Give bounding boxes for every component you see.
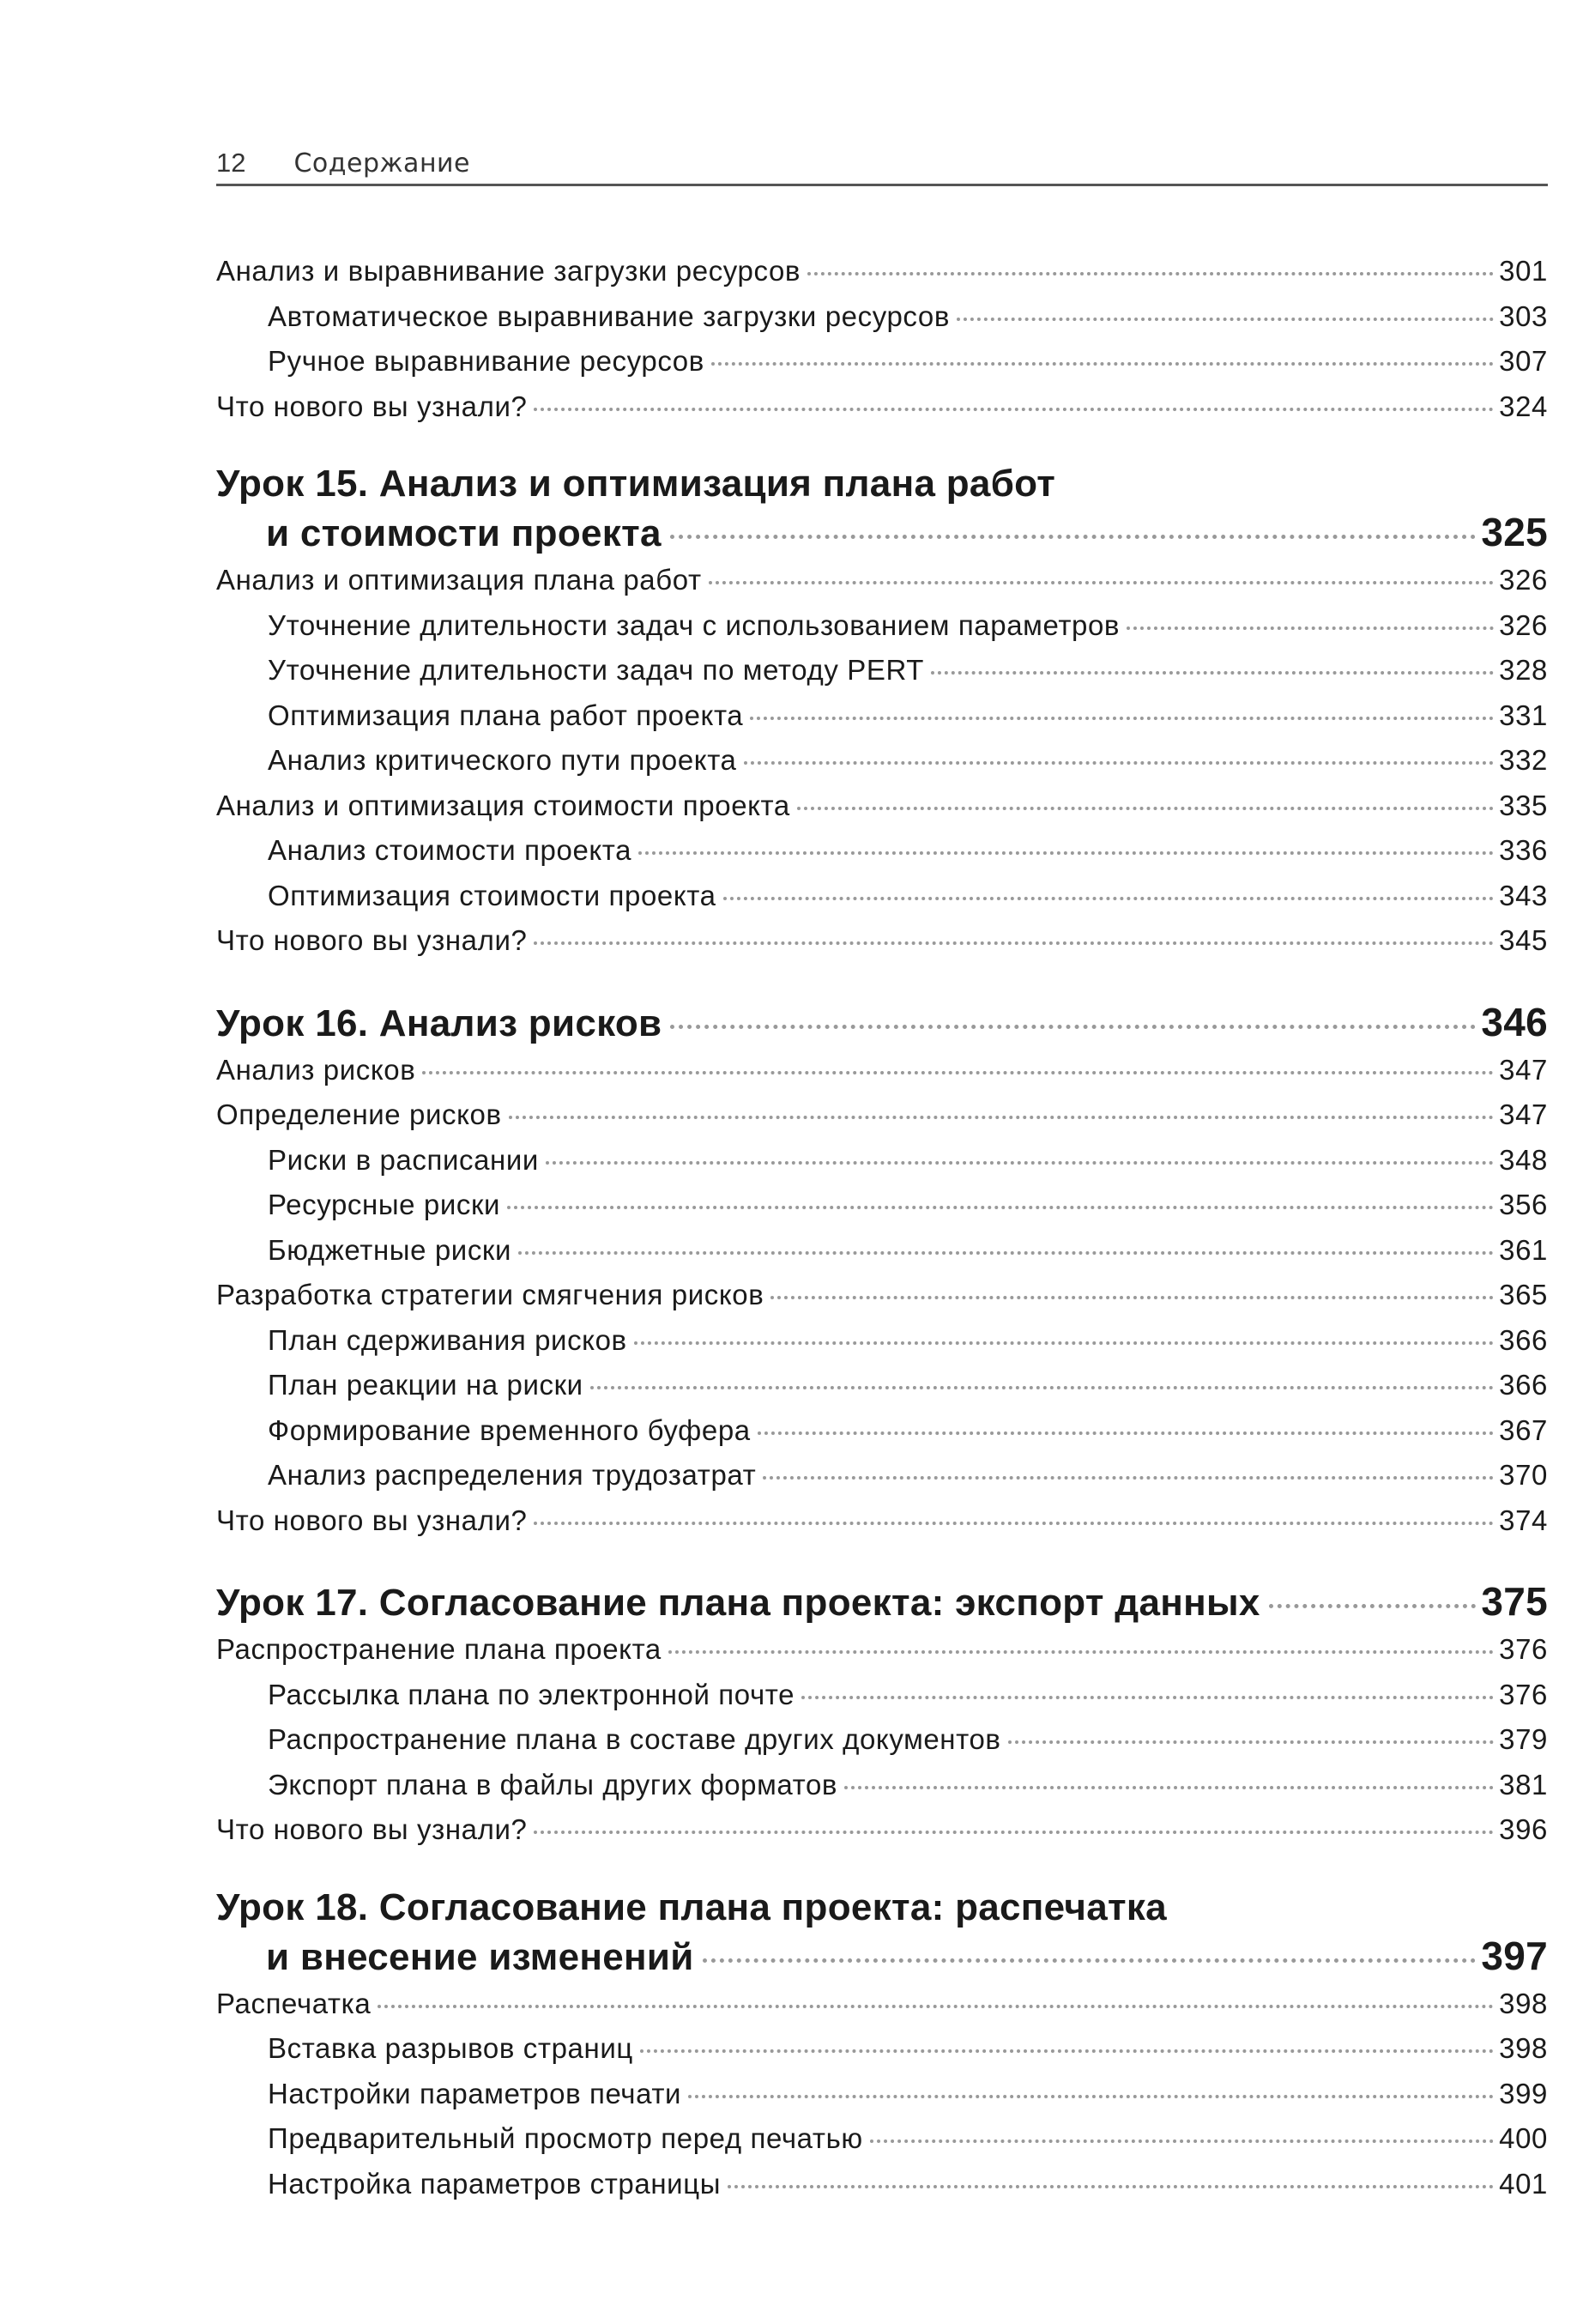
toc-entry-page: 399 <box>1499 2077 1548 2109</box>
dot-leader <box>507 1206 1494 1209</box>
lesson-page-number: 325 <box>1481 510 1548 554</box>
toc-entry-title: Вставка разрывов страниц <box>268 2032 633 2064</box>
dot-leader <box>711 362 1494 366</box>
dot-leader <box>590 1386 1494 1389</box>
toc-entry-title: Оптимизация плана работ проекта <box>268 699 744 731</box>
toc-entry-page: 379 <box>1499 1723 1548 1755</box>
toc-entry-title: Распространение плана в составе других документов <box>268 1723 1001 1755</box>
toc-entry-page: 396 <box>1499 1813 1548 1845</box>
toc-entry-page: 374 <box>1499 1504 1548 1536</box>
toc-entry-page: 367 <box>1499 1413 1548 1446</box>
dot-leader <box>723 897 1495 900</box>
toc-entry-page: 347 <box>1499 1098 1548 1130</box>
toc-entry[interactable] <box>216 693 1548 739</box>
toc-entry-page: 347 <box>1499 1053 1548 1086</box>
lesson-heading-16[interactable] <box>216 996 1548 1048</box>
toc-entry[interactable] <box>216 1138 1548 1183</box>
toc-entry-title: Уточнение длительности задач по методу PERT <box>268 654 925 686</box>
lesson-page-number: 397 <box>1481 1933 1548 1978</box>
page-number: 12 <box>216 148 246 178</box>
toc-entry[interactable] <box>216 1273 1548 1318</box>
toc-entry-page: 303 <box>1499 300 1548 332</box>
toc-group-lesson16 <box>216 1048 1548 1544</box>
toc-entry[interactable] <box>216 648 1548 693</box>
toc-entry[interactable] <box>216 1048 1548 1093</box>
dot-leader <box>509 1116 1495 1119</box>
toc-entry-title: Рассылка плана по электронной почте <box>268 1678 795 1710</box>
table-of-contents <box>216 249 1548 2206</box>
toc-entry[interactable] <box>216 2162 1548 2207</box>
dot-leader <box>770 1296 1494 1299</box>
toc-entry-title: Что нового вы узнали? <box>216 1504 528 1536</box>
toc-entry-page: 301 <box>1499 255 1548 287</box>
toc-entry[interactable] <box>216 1092 1548 1138</box>
lesson-title: Урок 17. Согласование плана проекта: экспорт данных <box>216 1582 1260 1624</box>
toc-entry-title: Ручное выравнивание ресурсов <box>268 345 704 377</box>
dot-leader <box>534 1831 1494 1834</box>
dot-leader <box>534 1522 1494 1525</box>
toc-entry[interactable] <box>216 2116 1548 2162</box>
toc-entry-title: Риски в расписании <box>268 1143 539 1176</box>
toc-entry[interactable] <box>216 2026 1548 2072</box>
lesson-title: Урок 16. Анализ рисков <box>216 1002 662 1044</box>
toc-entry-title: Анализ критического пути проекта <box>268 744 737 776</box>
dot-leader <box>534 408 1494 411</box>
toc-entry-page: 370 <box>1499 1459 1548 1491</box>
toc-entry[interactable] <box>216 1498 1548 1544</box>
lesson-title-line1: Урок 15. Анализ и оптимизация плана работ <box>216 463 1056 505</box>
toc-entry[interactable] <box>216 1408 1548 1454</box>
toc-entry[interactable] <box>216 603 1548 649</box>
toc-entry-page: 381 <box>1499 1768 1548 1800</box>
toc-entry[interactable] <box>216 784 1548 829</box>
toc-entry-title: Анализ и оптимизация стоимости проекта <box>216 789 790 821</box>
toc-entry[interactable] <box>216 1627 1548 1673</box>
dot-leader <box>703 1958 1477 1963</box>
toc-entry-title: Предварительный просмотр перед печатью <box>268 2122 863 2154</box>
toc-entry-title: Разработка стратегии смягчения рисков <box>216 1279 764 1310</box>
toc-entry[interactable] <box>216 1982 1548 2027</box>
toc-entry-title: Что нового вы узнали? <box>216 390 528 422</box>
toc-entry[interactable] <box>216 918 1548 964</box>
running-title: Содержание <box>293 148 471 179</box>
toc-entry-title: Распечатка <box>216 1987 372 2019</box>
toc-entry-title: Экспорт плана в файлы других форматов <box>268 1768 838 1800</box>
toc-entry-title: Что нового вы узнали? <box>216 924 528 956</box>
toc-entry-page: 331 <box>1499 699 1548 731</box>
toc-entry-title: Уточнение длительности задач с использованием параметров <box>268 608 1121 641</box>
toc-entry[interactable] <box>216 738 1548 784</box>
dot-leader <box>670 1025 1476 1029</box>
dot-leader <box>1269 1604 1477 1608</box>
toc-entry-page: 307 <box>1499 345 1548 377</box>
lesson-title-line1: Урок 18. Согласование плана проекта: распечатка <box>216 1885 1167 1928</box>
toc-group-lesson17 <box>216 1627 1548 1853</box>
toc-entry-page: 328 <box>1499 654 1548 686</box>
toc-entry[interactable] <box>216 1183 1548 1228</box>
toc-entry-title: Анализ и выравнивание загрузки ресурсов <box>216 255 801 287</box>
toc-entry-page: 335 <box>1499 789 1548 821</box>
dot-leader <box>844 1786 1494 1789</box>
toc-entry[interactable] <box>216 874 1548 919</box>
toc-entry-title: Настройка параметров страницы <box>268 2167 722 2200</box>
dot-leader <box>688 2095 1494 2098</box>
toc-entry-title: Ресурсные риски <box>268 1189 501 1220</box>
toc-group-lesson15 <box>216 558 1548 964</box>
toc-entry-page: 376 <box>1499 1633 1548 1665</box>
toc-entry-page: 324 <box>1499 390 1548 422</box>
toc-entry[interactable] <box>216 249 1548 294</box>
dot-leader <box>763 1476 1494 1480</box>
toc-group-top <box>216 249 1548 429</box>
lesson-page-number: 346 <box>1481 999 1548 1044</box>
toc-entry-title: Что нового вы узнали? <box>216 1813 528 1845</box>
toc-entry-page: 326 <box>1499 608 1548 641</box>
dot-leader <box>1127 626 1494 630</box>
toc-entry-title: План сдерживания рисков <box>268 1323 627 1356</box>
dot-leader <box>931 671 1494 675</box>
dot-leader <box>422 1071 1494 1074</box>
dot-leader <box>640 2049 1494 2053</box>
toc-entry-page: 343 <box>1499 879 1548 911</box>
dot-leader <box>728 2185 1494 2188</box>
toc-entry-title: Анализ распределения трудозатрат <box>268 1459 757 1491</box>
toc-entry[interactable] <box>216 339 1548 384</box>
page-header <box>216 129 1548 186</box>
toc-group-lesson18 <box>216 1982 1548 2207</box>
dot-leader <box>634 1341 1494 1345</box>
toc-entry[interactable] <box>216 1717 1548 1763</box>
dot-leader <box>518 1251 1494 1255</box>
dot-leader <box>744 761 1495 765</box>
toc-entry-title: Распространение плана проекта <box>216 1633 662 1665</box>
lesson-title-line2: и внесение изменений <box>266 1935 694 1978</box>
dot-leader <box>670 535 1477 539</box>
toc-entry-title: Оптимизация стоимости проекта <box>268 879 716 911</box>
dot-leader <box>750 717 1494 720</box>
toc-entry-page: 361 <box>1499 1233 1548 1266</box>
toc-entry[interactable] <box>216 1763 1548 1808</box>
lesson-page-number: 375 <box>1481 1579 1548 1624</box>
toc-entry-page: 345 <box>1499 924 1548 956</box>
toc-entry-title: Определение рисков <box>216 1098 502 1130</box>
toc-entry[interactable] <box>216 828 1548 874</box>
toc-entry-page: 326 <box>1499 564 1548 596</box>
toc-entry-page: 348 <box>1499 1143 1548 1176</box>
toc-entry-page: 332 <box>1499 744 1548 776</box>
toc-entry-title: Автоматическое выравнивание загрузки ресурсов <box>268 300 950 332</box>
toc-entry[interactable] <box>216 1363 1548 1408</box>
toc-entry-title: Бюджетные риски <box>268 1233 512 1266</box>
toc-entry-title: Анализ рисков <box>216 1053 416 1086</box>
toc-entry-page: 400 <box>1499 2122 1548 2154</box>
dot-leader <box>546 1161 1494 1165</box>
toc-entry-page: 401 <box>1499 2167 1548 2200</box>
toc-entry-title: Формирование временного буфера <box>268 1413 751 1446</box>
dot-leader <box>807 272 1494 275</box>
toc-entry-page: 365 <box>1499 1279 1548 1310</box>
toc-entry-page: 398 <box>1499 2032 1548 2064</box>
toc-entry-page: 356 <box>1499 1189 1548 1220</box>
toc-entry-page: 398 <box>1499 1987 1548 2019</box>
dot-leader <box>378 2005 1494 2008</box>
lesson-heading-18[interactable] <box>216 1885 1548 1982</box>
toc-entry[interactable] <box>216 1318 1548 1364</box>
lesson-title-line2: и стоимости проекта <box>266 512 662 554</box>
toc-entry-title: Анализ и оптимизация плана работ <box>216 564 702 596</box>
lesson-heading-17[interactable] <box>216 1576 1548 1627</box>
toc-entry[interactable] <box>216 294 1548 340</box>
toc-entry[interactable] <box>216 558 1548 603</box>
toc-entry-page: 366 <box>1499 1369 1548 1401</box>
toc-entry-title: План реакции на риски <box>268 1369 583 1401</box>
toc-entry-page: 366 <box>1499 1323 1548 1356</box>
dot-leader <box>801 1696 1494 1699</box>
toc-entry[interactable] <box>216 384 1548 430</box>
toc-entry-page: 376 <box>1499 1678 1548 1710</box>
toc-entry[interactable] <box>216 1453 1548 1498</box>
toc-entry[interactable] <box>216 1673 1548 1718</box>
dot-leader <box>870 2139 1494 2143</box>
toc-entry-title: Анализ стоимости проекта <box>268 834 632 866</box>
toc-entry-page: 336 <box>1499 834 1548 866</box>
lesson-heading-15[interactable] <box>216 462 1548 558</box>
dot-leader <box>957 318 1494 321</box>
dot-leader <box>797 807 1494 810</box>
dot-leader <box>709 581 1494 584</box>
toc-entry[interactable] <box>216 1228 1548 1274</box>
toc-entry-title: Настройки параметров печати <box>268 2077 682 2109</box>
dot-leader <box>668 1650 1494 1654</box>
toc-entry[interactable] <box>216 1807 1548 1853</box>
toc-entry[interactable] <box>216 2072 1548 2117</box>
dot-leader <box>1008 1740 1495 1744</box>
dot-leader <box>534 941 1494 945</box>
dot-leader <box>638 851 1494 855</box>
dot-leader <box>758 1431 1494 1435</box>
